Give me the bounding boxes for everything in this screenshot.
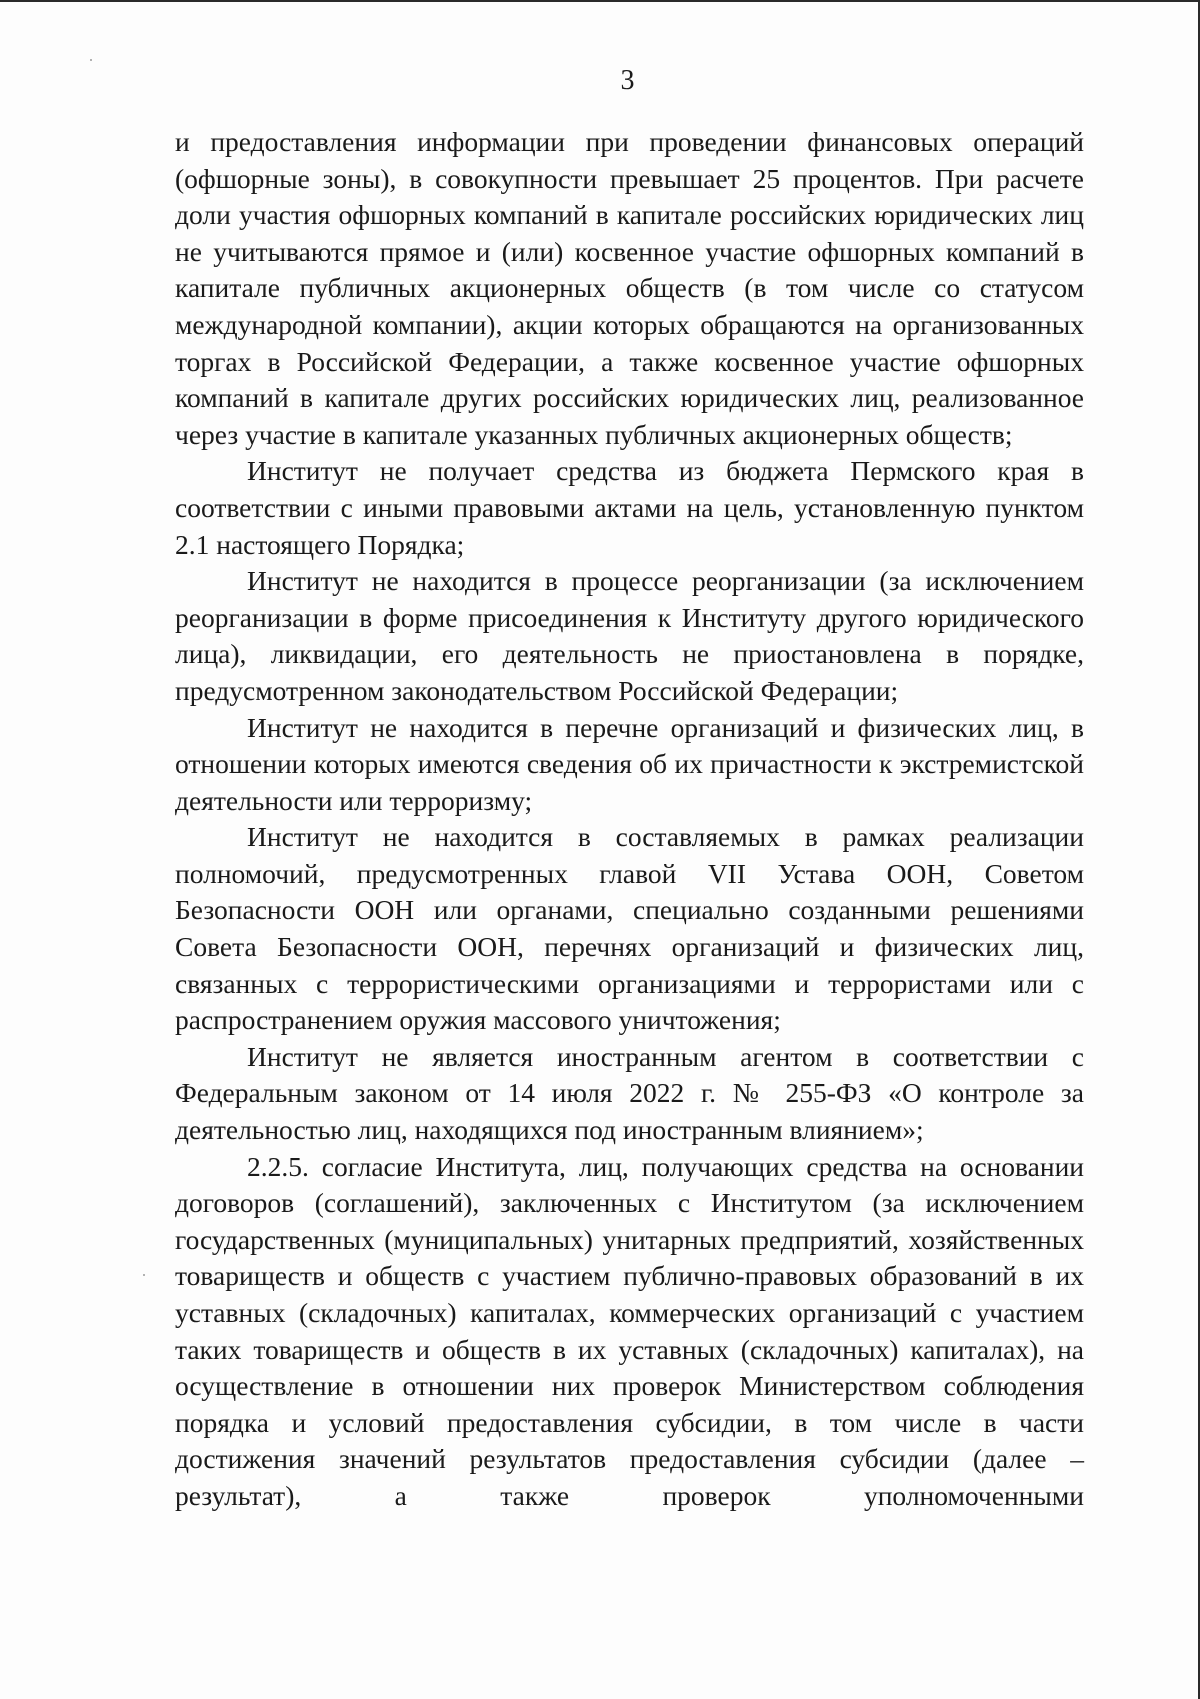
paragraph-not-foreign-agent: Институт не является иностранным агентом в соответствии с Федеральным законом от 14 июля 2022 г. № 255-ФЗ «О контроле за деятельностью лиц, находящихся под иностранным влиянием»; [175,1040,1084,1146]
paragraph-2-2-5-consent: 2.2.5. согласие Института, лиц, получающих средства на основании договоров (соглашений), заключенных с Институтом (за исключением государственных (муниципальных) унитарных предприятий, хозяйственных товариществ и обществ с участием публично-правовых образований в их уставных (складочных) капиталах, коммерческих организаций с участием таких товариществ и обществ в их уставных (складочных) капиталах), на осуществление в отношении них проверок Министерством соблюдения порядка и условий предоставления субсидии, в том числе в части достижения значений результатов предоставления субсидии (далее – результат), а также проверок уполномоченными [175,1150,1084,1511]
paragraph-no-extremism-list: Институт не находится в перечне организаций и физических лиц, в отношении которых имеются сведения об их причастности к экстремистской деятельности или терроризму; [175,711,1084,816]
document-body [175,124,1084,1515]
page-number: 3 [620,65,635,96]
paragraph-offshore-continuation: и предоставления информации при проведении финансовых операций (офшорные зоны), в совокупности превышает 25 процентов. При расчете доли участия офшорных компаний в капитале российских юридических лиц не учитываются прямое и (или) косвенное участие офшорных компаний в капитале публичных акционерных обществ (в том числе со статусом международной компании), акции которых обращаются на организованных торгах в Российской Федерации, а также косвенное участие офшорных компаний в капитале других российских юридических лиц, реализованное через участие в капитале указанных публичных акционерных обществ; [175,126,1084,450]
scan-speck [90,59,92,61]
paragraph-no-budget-funds: Институт не получает средства из бюджета Пермского края в соответствии с иными правовыми актами на цель, установленную пунктом 2.1 настоящего Порядка; [175,455,1084,560]
paragraph-no-reorganization: Институт не находится в процессе реорганизации (за исключением реорганизации в форме присоединения к Институту другого юридического лица), ликвидации, его деятельность не приостановлена в порядке, предусмотренном законодательством Российской Федерации; [175,565,1084,706]
scan-speck [143,1274,145,1276]
paragraph-no-un-sanctions-list: Институт не находится в составляемых в рамках реализации полномочий, предусмотренных главой VII Устава ООН, Советом Безопасности ООН или органами, специально созданными решениями Совета Безопасности ООН, перечнях организаций и физических лиц, связанных с террористическими организациями и террористами или с распространением оружия массового уничтожения; [175,821,1084,1036]
